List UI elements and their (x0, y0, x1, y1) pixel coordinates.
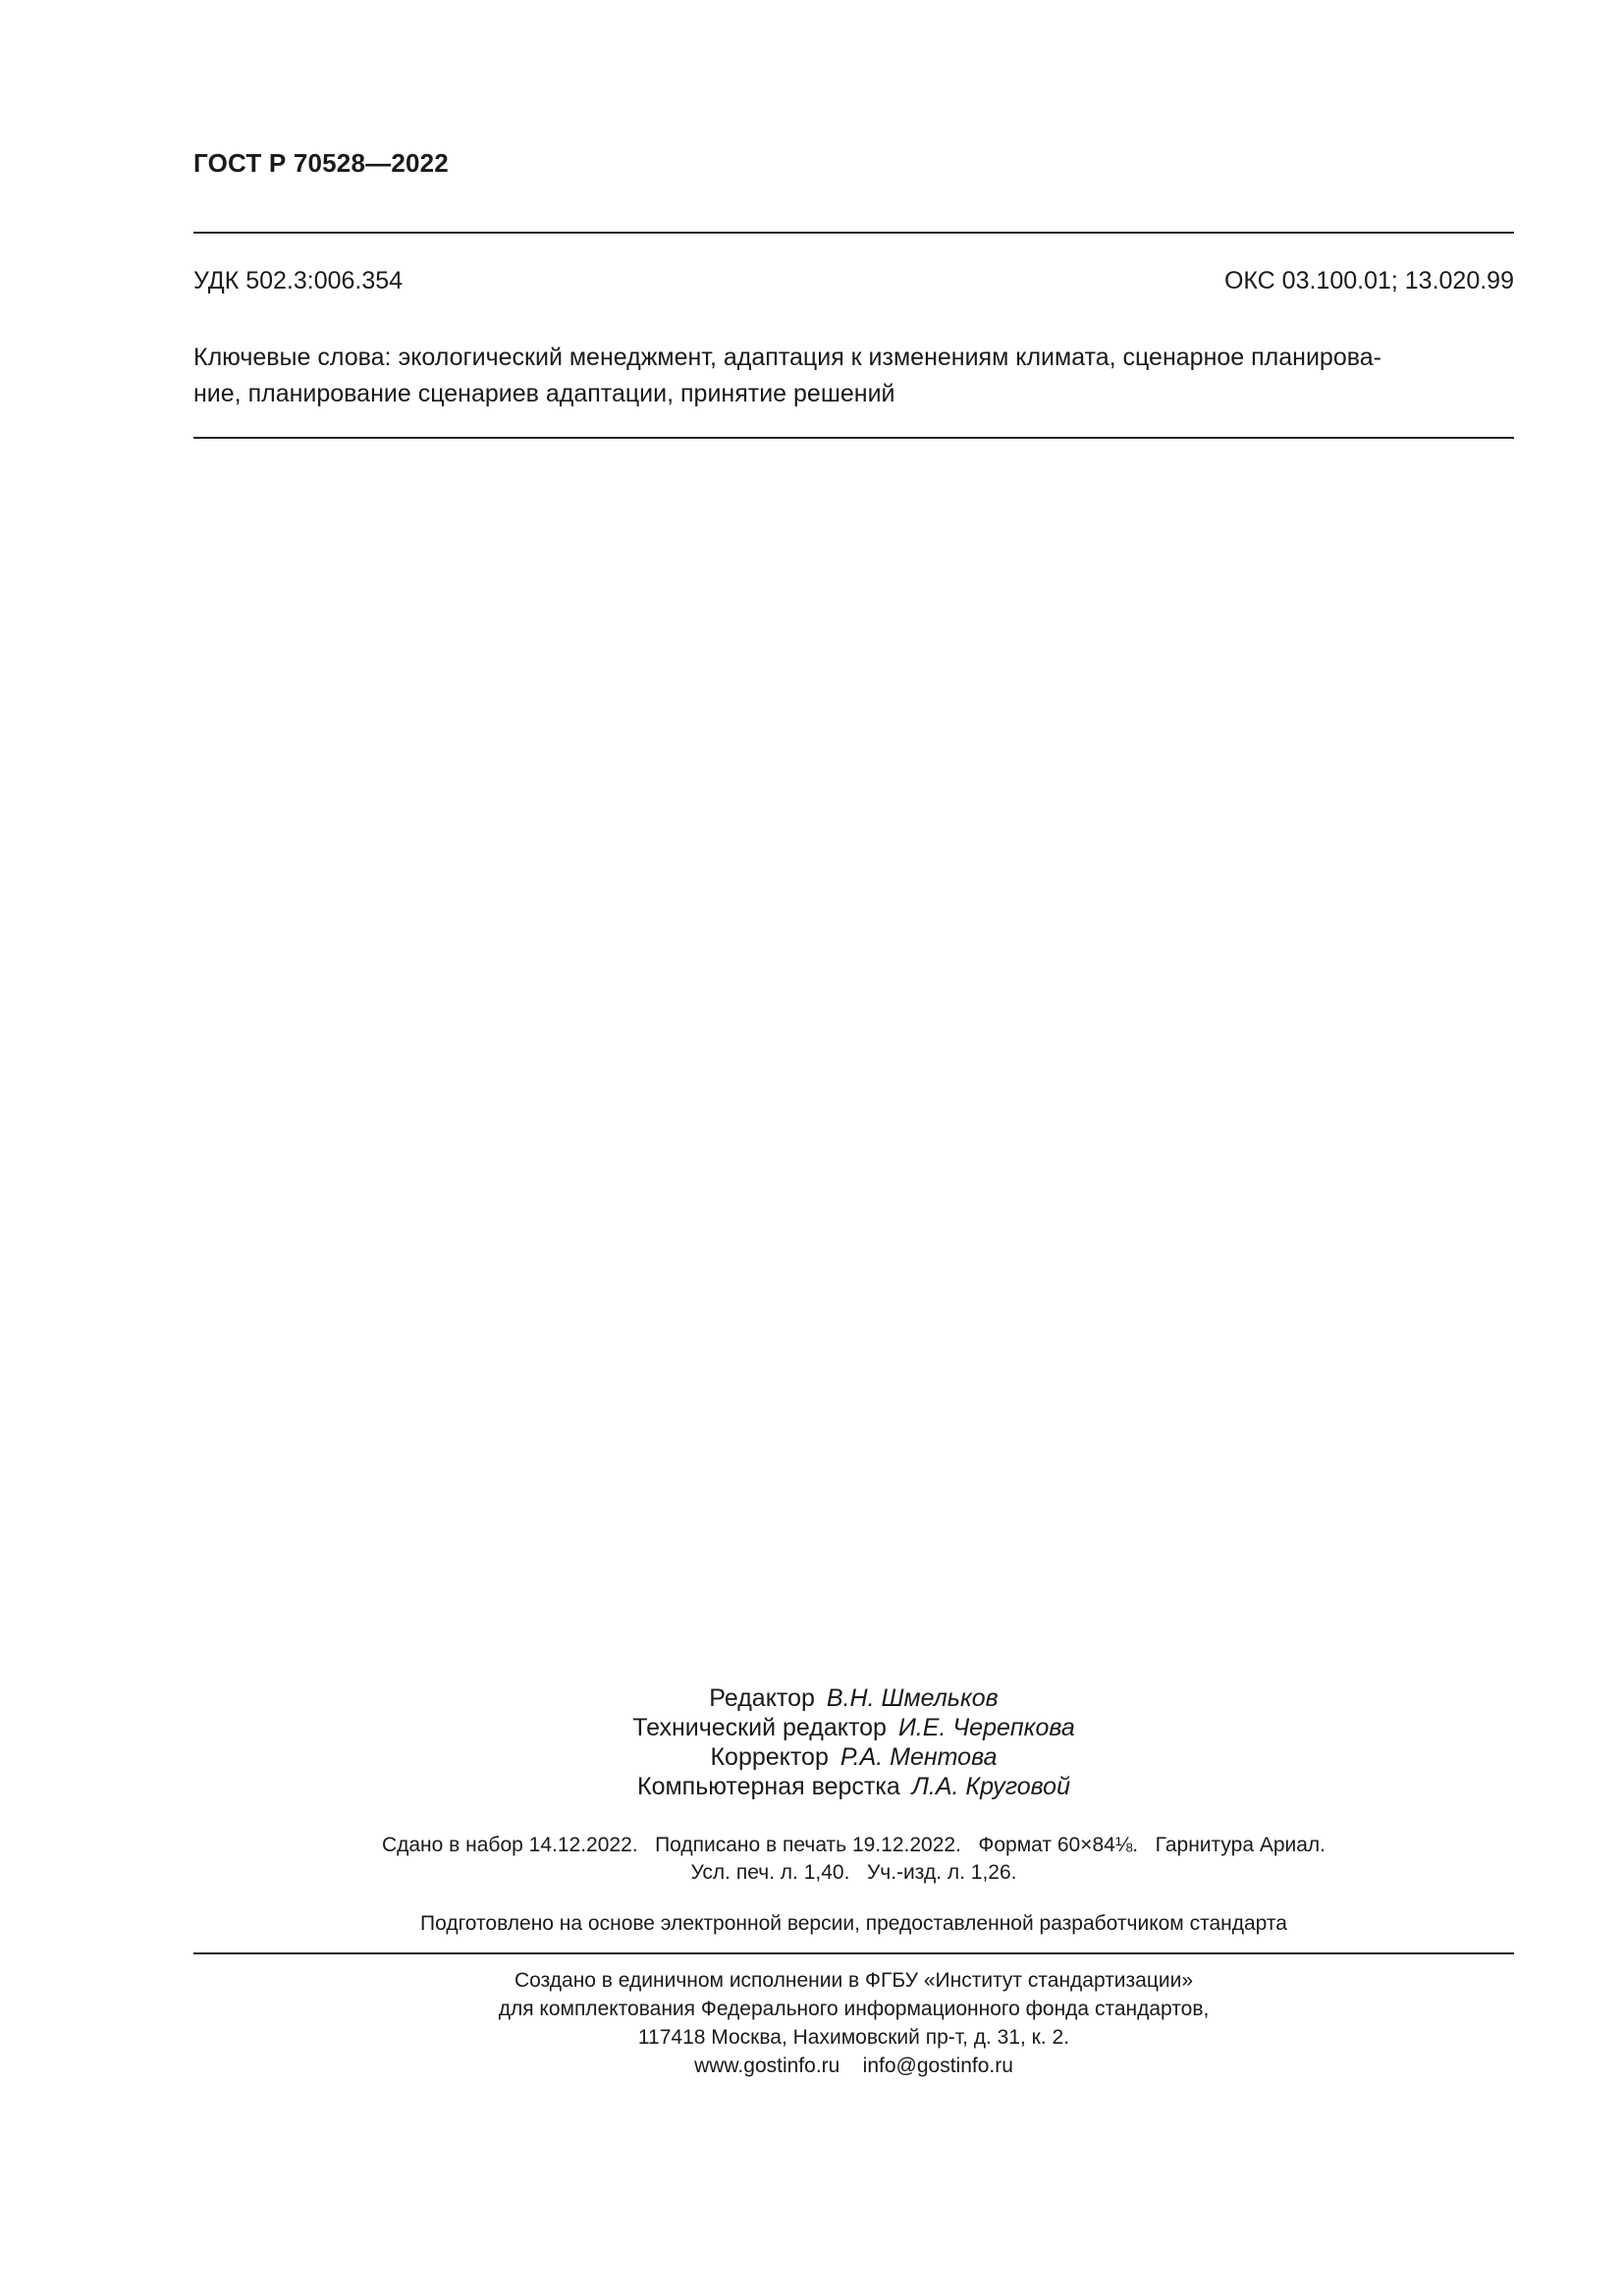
credit-name: Р.А. Ментова (839, 1743, 998, 1771)
publication-line: Сдано в набор 14.12.2022. Подписано в печать 19.12.2022. Формат 60×84⅛. Гарнитура Ариал. (381, 1834, 1326, 1856)
oks-code: ОКС 03.100.01; 13.020.99 (1223, 267, 1514, 294)
imprint-line: 117418 Москва, Нахимовский пр-т, д. 31, к. 2. (637, 2026, 1070, 2049)
credit-row-editor (193, 1683, 1514, 1713)
credit-role: Технический редактор (632, 1714, 887, 1741)
publication-info (193, 1832, 1514, 1887)
imprint-contacts: www.gostinfo.ru info@gostinfo.ru (694, 2055, 1013, 2077)
keywords-line: ние, планирование сценариев адаптации, принятие решений (193, 380, 895, 407)
credit-row-technical-editor (193, 1713, 1514, 1742)
classification-row (193, 267, 1514, 295)
credit-name: И.Е. Черепкова (897, 1714, 1075, 1741)
credit-role: Корректор (710, 1743, 829, 1771)
divider-imprint (193, 1952, 1514, 1954)
imprint-line: для комплектования Федерального информационного фонда стандартов, (498, 1998, 1210, 2020)
credits-block (193, 1683, 1514, 1801)
keywords-line: Ключевые слова: экологический менеджмент, адаптация к изменениям климата, сценарное планирова- (193, 344, 1381, 371)
credit-row-layout (193, 1772, 1514, 1801)
imprint-line: Создано в единичном исполнении в ФГБУ «Институт стандартизации» (514, 1969, 1194, 1992)
credit-role: Редактор (709, 1684, 815, 1712)
prepared-note: Подготовлено на основе электронной версии, предоставленной разработчиком стандарта (420, 1912, 1287, 1935)
credit-role: Компьютерная верстка (637, 1773, 900, 1800)
credit-name: Л.А. Круговой (911, 1773, 1070, 1800)
keywords-paragraph (193, 340, 1514, 412)
publication-line: Усл. печ. л. 1,40. Уч.-изд. л. 1,26. (690, 1861, 1017, 1884)
udc-code: УДК 502.3:006.354 (193, 267, 404, 294)
imprint-block (193, 1966, 1514, 2080)
page-header-standard-id: ГОСТ Р 70528—2022 (193, 148, 449, 178)
credit-name: В.Н. Шмельков (826, 1684, 999, 1712)
divider-keywords (193, 437, 1514, 439)
divider-top (193, 232, 1514, 234)
credit-row-proofreader (193, 1742, 1514, 1772)
